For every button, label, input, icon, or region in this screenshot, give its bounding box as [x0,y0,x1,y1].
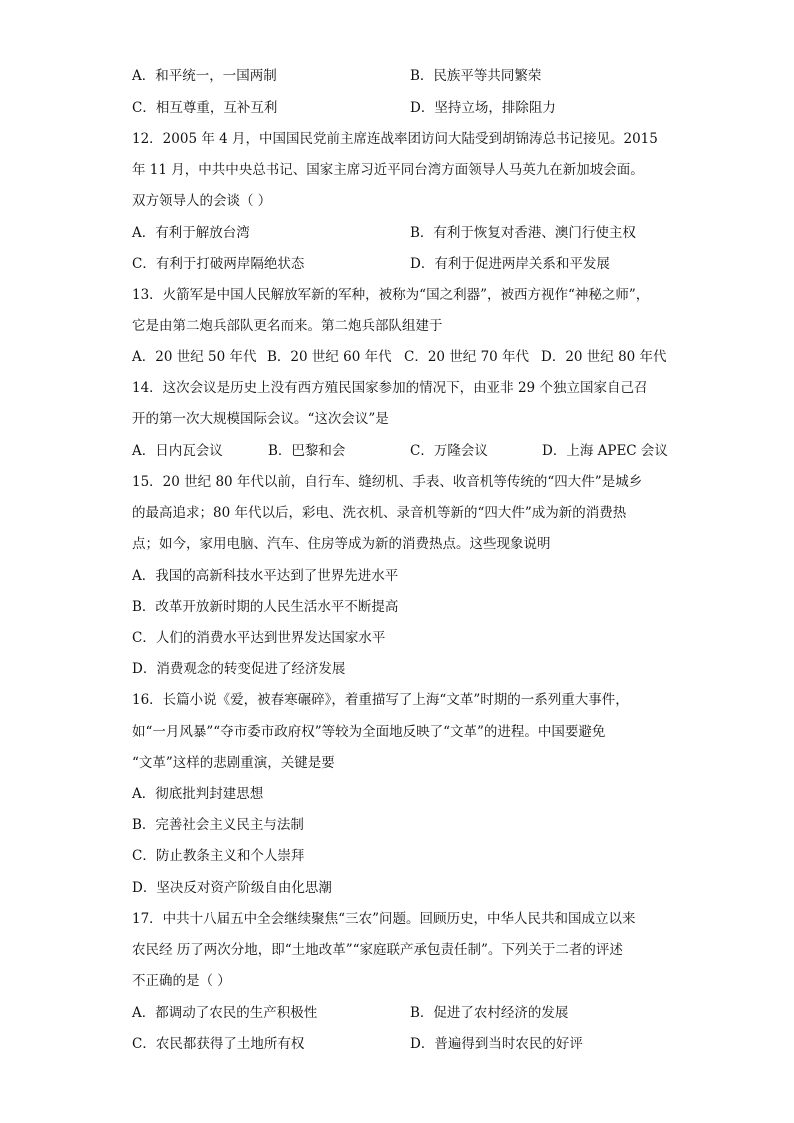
q11-option-b[interactable]: B．民族平等共同繁荣 [410,68,542,84]
q13-option-c[interactable]: C．20 世纪 70 年代 [404,349,530,365]
q12-option-a[interactable]: A．有利于解放台湾 [132,225,250,241]
q17-option-c[interactable]: C．农民都获得了土地所有权 [132,1036,305,1052]
q16-option-a[interactable]: A．彻底批判封建思想 [132,786,264,802]
q17-option-a[interactable]: A．都调动了农民的生产积极性 [132,1005,318,1021]
q13-option-b[interactable]: B．20 世纪 60 年代 [267,349,392,365]
q11-option-a[interactable]: A．和平统一，一国两制 [132,68,277,84]
q17-option-b[interactable]: B．促进了农村经济的发展 [410,1005,569,1021]
q17-stem-line-3: 不正确的是（ ） [132,973,231,989]
q14-stem-line-2: 开的第一次大规模国际会议。“这次会议”是 [132,411,389,427]
q14-stem-line-1: 14．这次会议是历史上没有西方殖民国家参加的情况下，由亚非 29 个独立国家自己召 [132,380,648,396]
q12-option-d[interactable]: D．有利于促进两岸关系和平发展 [410,256,610,272]
q16-stem-line-3: “文革”这样的悲剧重演，关键是要 [132,755,335,771]
q15-stem-line-1: 15．20 世纪 80 年代以前，自行车、缝纫机、手表、收音机等传统的“四大件”是城乡 [132,474,643,490]
q12-option-c[interactable]: C．有利于打破两岸隔绝状态 [132,256,305,272]
q13-stem-line-2: 它是由第二炮兵部队更名而来。第二炮兵部队组建于 [132,318,443,334]
q15-stem-line-3: 点；如今，家用电脑、汽车、住房等成为新的消费热点。这些现象说明 [132,536,551,552]
q11-option-d[interactable]: D．坚持立场，排除阻力 [410,100,556,116]
q17-stem-line-2: 农民经 历了两次分地，即“土地改革”“家庭联产承包责任制”。下列关于二者的评述 [132,942,623,958]
q12-stem-line-3: 双方领导人的会谈（ ） [132,193,272,209]
q14-option-d[interactable]: D．上海 APEC 会议 [542,443,668,459]
q12-option-b[interactable]: B．有利于恢复对香港、澳门行使主权 [410,225,636,241]
q13-option-a[interactable]: A．20 世纪 50 年代 [132,349,257,365]
q14-option-b[interactable]: B．巴黎和会 [268,443,346,459]
q12-stem-line-1: 12．2005 年 4 月，中国国民党前主席连战率团访问大陆受到胡锦涛总书记接见。2015 [132,131,658,147]
q17-stem-line-1: 17．中共十八届五中全会继续聚焦“三农”问题。回顾历史，中华人民共和国成立以来 [132,911,636,927]
q14-option-c[interactable]: C．万隆会议 [410,443,488,459]
q15-option-b[interactable]: B．改革开放新时期的人民生活水平不断提高 [132,599,399,615]
q13-stem-line-1: 13．火箭军是中国人民解放军新的军种，被称为“国之利器”，被西方视作“神秘之师”， [132,287,650,303]
q15-option-c[interactable]: C．人们的消费水平达到世界发达国家水平 [132,630,386,646]
q16-option-c[interactable]: C．防止教条主义和个人崇拜 [132,848,305,864]
q13-option-d[interactable]: D．20 世纪 80 年代 [541,349,667,365]
q15-option-d[interactable]: D．消费观念的转变促进了经济发展 [132,661,346,677]
q11-option-c[interactable]: C．相互尊重，互补互利 [132,100,278,116]
q16-option-b[interactable]: B．完善社会主义民主与法制 [132,817,304,833]
q16-stem-line-1: 16．长篇小说《爱，被春寒碾碎》，着重描写了上海“文革”时期的一系列重大事件， [132,692,629,708]
q14-option-a[interactable]: A．日内瓦会议 [132,443,223,459]
q12-stem-line-2: 年 11 月，中共中央总书记、国家主席习近平同台湾方面领导人马英九在新加坡会面。 [132,162,644,178]
q15-stem-line-2: 的最高追求；80 年代以后，彩电、洗衣机、录音机等新的“四大件”成为新的消费热 [132,505,627,521]
q16-stem-line-2: 如“一月风暴”“夺市委市政府权”等较为全面地反映了“文革”的进程。中国要避免 [132,724,606,740]
q15-option-a[interactable]: A．我国的高新科技水平达到了世界先进水平 [132,568,399,584]
q17-option-d[interactable]: D．普遍得到当时农民的好评 [410,1036,583,1052]
q16-option-d[interactable]: D．坚决反对资产阶级自由化思潮 [132,880,332,896]
